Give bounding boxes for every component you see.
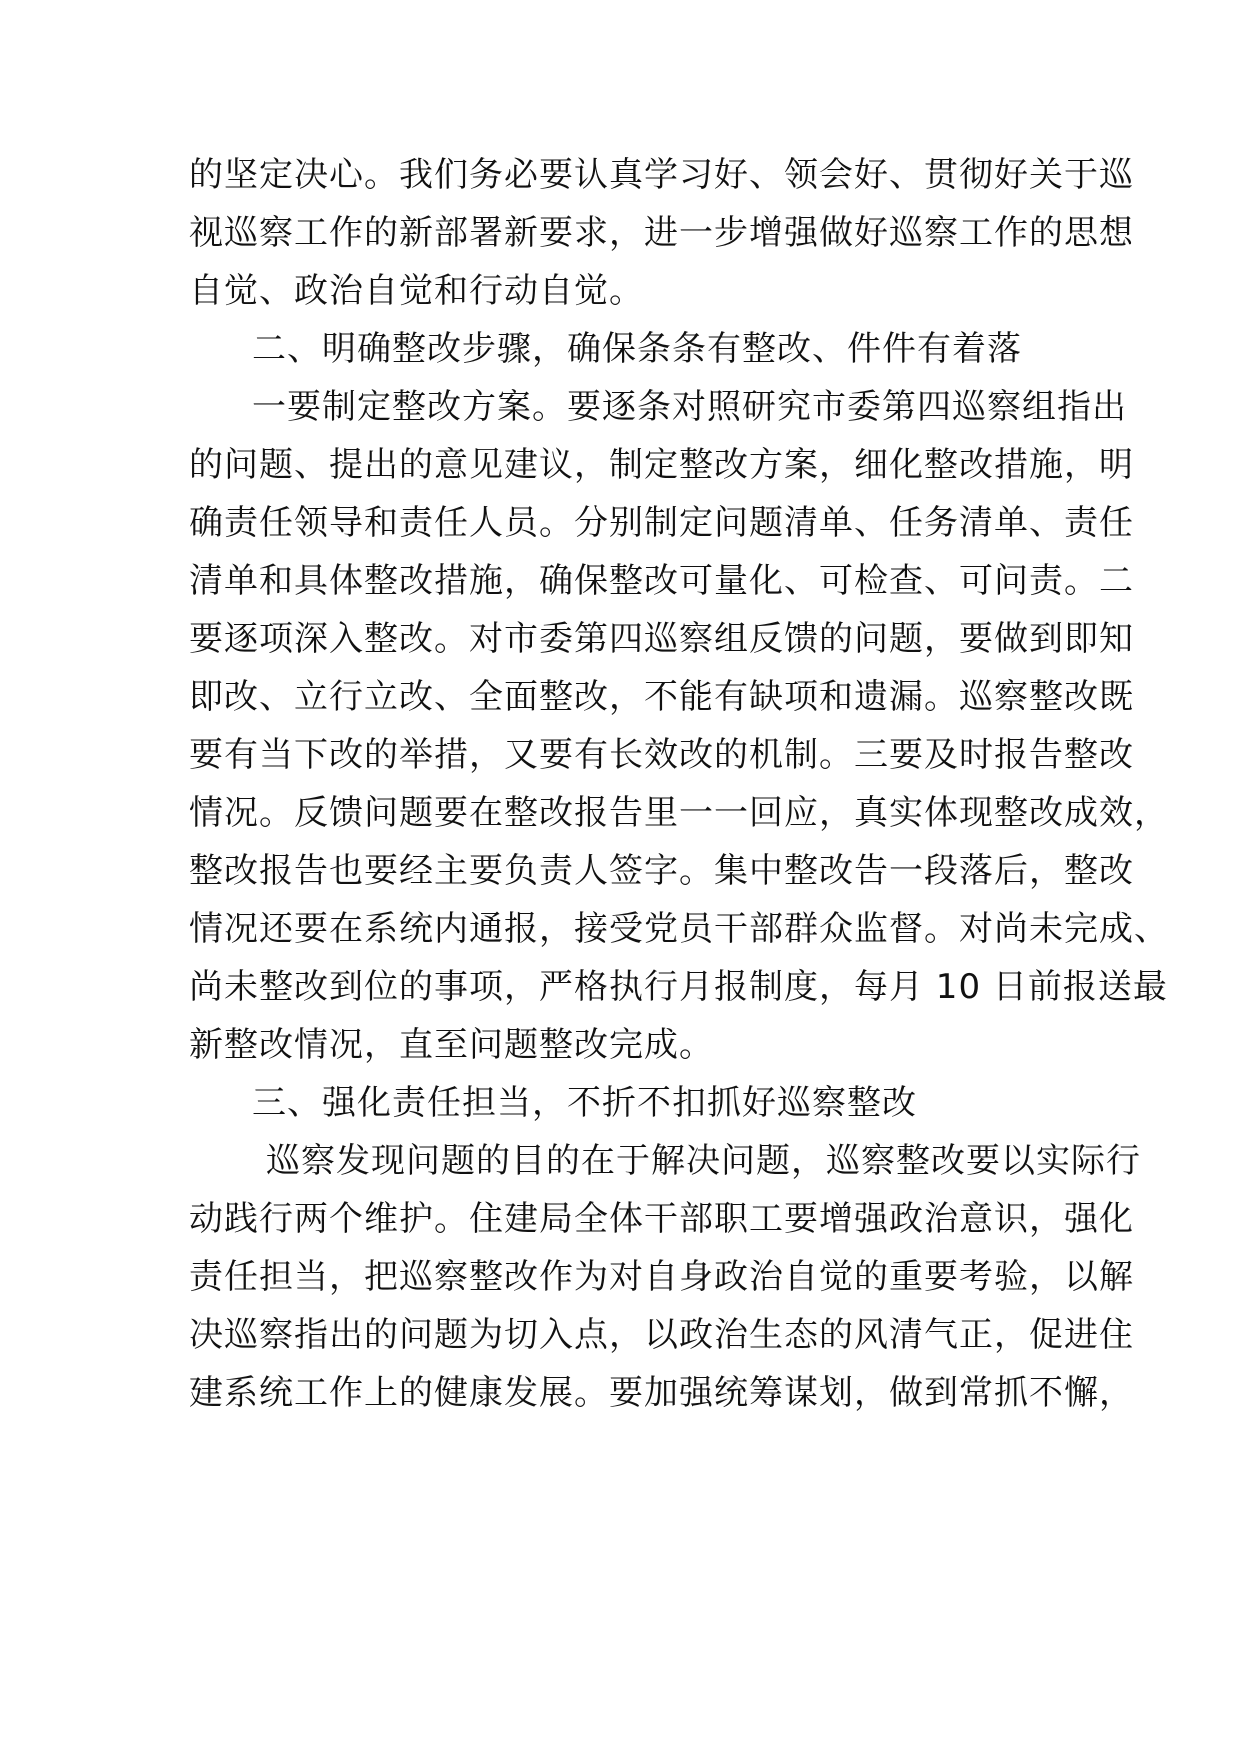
text-line: 即改、立行立改、全面整改，不能有缺项和遗漏。巡察整改既 xyxy=(189,677,1134,717)
text-line: 新整改情况，直至问题整改完成。 xyxy=(189,1025,714,1065)
text-line: 整改报告也要经主要负责人签字。集中整改告一段落后，整改 xyxy=(189,851,1134,891)
text-line: 情况。反馈问题要在整改报告里一一回应，真实体现整改成效， xyxy=(189,793,1169,833)
text-line: 自觉、政治自觉和行动自觉。 xyxy=(189,271,644,311)
text-line: 动践行两个维护。住建局全体干部职工要增强政治意识，强化 xyxy=(189,1199,1134,1239)
text-line: 情况还要在系统内通报，接受党员干部群众监督。对尚未完成、 xyxy=(189,909,1169,949)
text-line: 的坚定决心。我们务必要认真学习好、领会好、贯彻好关于巡 xyxy=(189,155,1134,195)
text-line: 尚未整改到位的事项，严格执行月报制度，每月 10 日前报送最 xyxy=(189,967,1168,1007)
text-line: 视巡察工作的新部署新要求，进一步增强做好巡察工作的思想 xyxy=(189,213,1134,253)
text-line: 要有当下改的举措，又要有长效改的机制。三要及时报告整改 xyxy=(189,735,1134,775)
text-line: 的问题、提出的意见建议，制定整改方案，细化整改措施，明 xyxy=(189,445,1134,485)
section-heading: 三、强化责任担当，不折不扣抓好巡察整改 xyxy=(252,1083,917,1123)
text-line: 清单和具体整改措施，确保整改可量化、可检查、可问责。二 xyxy=(189,561,1134,601)
section-heading: 二、明确整改步骤，确保条条有整改、件件有着落 xyxy=(252,329,1022,369)
text-line: 巡察发现问题的目的在于解决问题，巡察整改要以实际行 xyxy=(266,1141,1141,1181)
text-line: 决巡察指出的问题为切入点，以政治生态的风清气正，促进住 xyxy=(189,1315,1134,1355)
text-line: 要逐项深入整改。对市委第四巡察组反馈的问题，要做到即知 xyxy=(189,619,1134,659)
text-line: 一要制定整改方案。要逐条对照研究市委第四巡察组指出 xyxy=(252,387,1127,427)
text-line: 责任担当，把巡察整改作为对自身政治自觉的重要考验，以解 xyxy=(189,1257,1134,1297)
text-line: 确责任领导和责任人员。分别制定问题清单、任务清单、责任 xyxy=(189,503,1134,543)
text-line: 建系统工作上的健康发展。要加强统筹谋划，做到常抓不懈， xyxy=(189,1373,1134,1413)
